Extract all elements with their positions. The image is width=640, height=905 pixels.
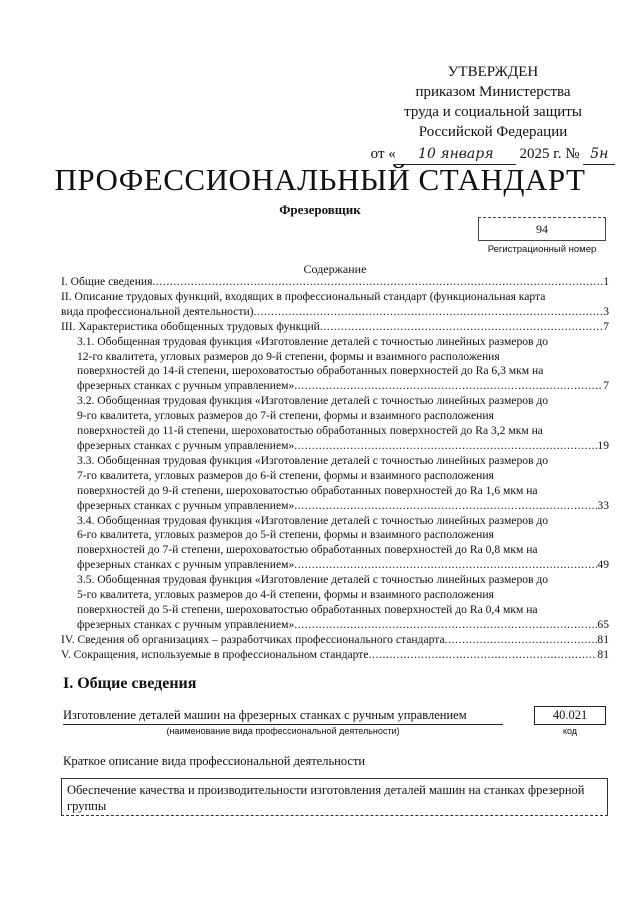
toc-item [61,528,609,543]
toc-leader-dots [294,499,597,514]
activity-kind-name: Изготовление деталей машин на фрезерных станках с ручным управлением [63,708,503,725]
toc-item [61,454,609,469]
toc-item [61,648,609,663]
toc-item-text: 7-го квалитета, угловых размеров до 6-й степени, формы и взаимного расположения [77,468,494,482]
toc-item [61,275,609,290]
toc-item [61,543,609,558]
toc-leader-dots [369,648,598,663]
toc-item-text: поверхностей до 5-й степени, шероховатостью обработанных поверхностей до Ra 0,4 мкм на [77,602,538,616]
toc-item-text: 6-го квалитета, угловых размеров до 5-й степени, формы и взаимного расположения [77,528,494,542]
approval-line-3: труда и социальной защиты [404,104,582,120]
toc-item-text: вида профессиональной деятельности) [61,304,254,318]
toc-item [61,290,609,305]
toc-item [61,558,609,573]
toc-item-text: 3.1. Обобщенная трудовая функция «Изготовление деталей с точностью линейных размеров до [77,334,549,348]
activity-code: 40.021 [552,708,588,722]
toc-item-page: 19 [597,438,609,452]
toc-leader-dots [445,633,598,648]
section-title: I. Общие сведения [63,675,197,692]
toc-item [61,439,609,454]
handwritten-date: 10 января [396,144,516,165]
toc-item-page: 33 [597,498,609,512]
toc-leader-dots [294,558,597,573]
date-prefix: от « [370,146,396,162]
toc-item [61,484,609,499]
toc-item [61,364,609,379]
toc-item-page: 65 [597,617,609,631]
toc-item-text: 3.4. Обобщенная трудовая функция «Изготовление деталей с точностью линейных размеров до [77,513,549,527]
toc-item [61,499,609,514]
toc-item [61,469,609,484]
approval-line-4: Российской Федерации [418,124,568,140]
toc-item-text: 5-го квалитета, угловых размеров до 4-й степени, формы и взаимного расположения [77,588,494,602]
toc-item-text: III. Характеристика обобщенных трудовых функций [61,319,320,333]
toc-item-page: 3 [603,304,609,318]
toc-item-text: 3.5. Обобщенная трудовая функция «Изготовление деталей с точностью линейных размеров до [77,573,549,587]
toc-item [61,424,609,439]
toc-item-text: фрезерных станках с ручным управлением» [77,379,295,393]
brief-description-box [61,778,608,816]
toc-item-page: 1 [603,275,609,288]
approval-line-2: приказом Министерства [415,84,571,100]
document-subtitle: Фрезеровщик [279,202,361,217]
toc-item-page: 81 [597,647,609,661]
brief-description-label: Краткое описание вида профессиональной деятельности [63,754,366,768]
toc-item-text: II. Описание трудовых функций, входящих в профессиональный стандарт (функциональная карта [61,289,546,303]
registration-number: 94 [536,222,548,236]
toc-item [61,633,609,648]
brief-description-text: Обеспечение качества и производительности изготовления деталей машин на станках фрезерной группы [67,783,585,813]
toc-item [61,603,609,618]
toc-leader-dots [320,320,603,335]
toc-item-text: 3.2. Обобщенная трудовая функция «Изготовление деталей с точностью линейных размеров до [77,394,549,408]
activity-code-box [534,706,606,725]
toc-item [61,409,609,424]
toc-item-text: фрезерных станках с ручным управлением» [77,617,295,631]
toc-item [61,335,609,350]
toc-item-text: V. Сокращения, используемые в профессиональном стандарте [61,647,369,661]
toc-item [61,618,609,633]
document-title: ПРОФЕССИОНАЛЬНЫЙ СТАНДАРТ [54,162,586,197]
toc-item-text: фрезерных станках с ручным управлением» [77,438,295,452]
toc-item-text: фрезерных станках с ручным управлением» [77,498,295,512]
toc-item [61,379,609,394]
activity-kind-caption: (наименование вида профессиональной деятельности) [166,726,400,736]
toc-heading: Содержание [303,262,367,276]
activity-code-caption: код [562,726,578,736]
registration-number-label: Регистрационный номер [487,244,597,255]
approval-line-1: УТВЕРЖДЕН [447,64,539,80]
toc-leader-dots [294,618,597,633]
table-of-contents [61,275,609,663]
toc-item [61,573,609,588]
registration-number-box [478,217,606,241]
toc-item-text: поверхностей до 14-й степени, шероховатостью обработанных поверхностей до Ra 6,3 мкм на [77,364,544,378]
toc-item-text: IV. Сведения об организациях – разработчиках профессионального стандарта [61,632,445,646]
toc-item-page: 81 [597,632,609,646]
toc-leader-dots [294,379,603,394]
approval-year: 2025 г. № [519,146,580,162]
toc-item-page: 7 [603,319,609,333]
toc-item-page: 49 [597,558,609,572]
toc-item [61,514,609,529]
toc-item [61,350,609,365]
approval-block [360,62,626,165]
toc-item-text: поверхностей до 9-й степени, шероховатостью обработанных поверхностей до Ra 1,6 мкм на [77,483,538,497]
toc-leader-dots [152,275,603,290]
toc-item-text: 9-го квалитета, угловых размеров до 7-й степени, формы и взаимного расположения [77,409,494,423]
toc-item [61,588,609,603]
toc-item [61,394,609,409]
toc-item-text: 12-го квалитета, угловых размеров до 9-й степени, формы и взаимного расположения [77,349,500,363]
handwritten-number: 5н [583,144,615,165]
toc-item-text: 3.3. Обобщенная трудовая функция «Изготовление деталей с точностью линейных размеров до [77,453,549,467]
toc-item-text: I. Общие сведения [61,275,153,288]
toc-item [61,320,609,335]
toc-item-text: поверхностей до 11-й степени, шероховатостью обработанных поверхностей до Ra 3,2 мкм на [77,424,543,438]
toc-item [61,305,609,320]
toc-item-text: поверхностей до 7-й степени, шероховатостью обработанных поверхностей до Ra 0,8 мкм на [77,543,538,557]
toc-item-text: фрезерных станках с ручным управлением» [77,558,295,572]
toc-item-page: 7 [603,379,609,393]
toc-leader-dots [294,439,597,454]
toc-leader-dots [254,305,604,320]
